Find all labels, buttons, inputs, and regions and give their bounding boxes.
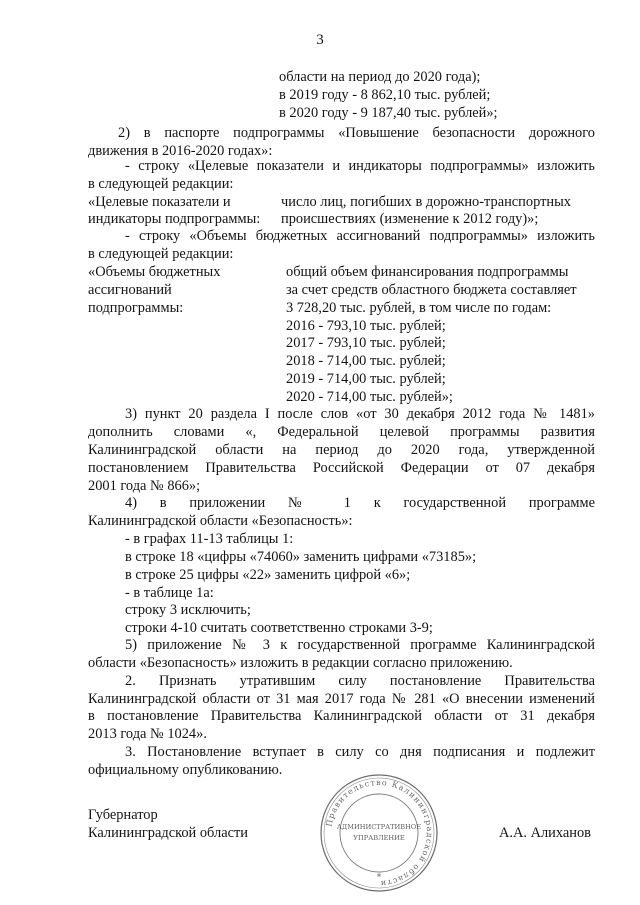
item-4-line: в строке 25 цифры «22» заменить цифрой «6»; bbox=[125, 567, 411, 583]
targets-label: индикаторы подпрограммы: bbox=[88, 211, 261, 227]
targets-label: «Целевые показатели и bbox=[88, 194, 231, 210]
paragraph-3-line: 3. Постановление вступает в силу со дня подписания и подлежит bbox=[125, 744, 595, 760]
targets-value: число лиц, погибших в дорожно-транспортных bbox=[281, 194, 571, 210]
item-3-line: дополнить словами «, Федеральной целевой программы развития bbox=[88, 424, 595, 440]
volume-value: 2016 - 793,10 тыс. рублей; bbox=[286, 318, 446, 334]
item-4-line: строку 3 исключить; bbox=[125, 602, 251, 618]
volume-value: 2018 - 714,00 тыс. рублей; bbox=[286, 353, 446, 369]
item-2-sub-line: в следующей редакции: bbox=[88, 176, 234, 192]
volume-label: ассигнований bbox=[88, 282, 172, 298]
signatory-name: А.А. Алиханов bbox=[499, 825, 591, 841]
item-3-line: 3) пункт 20 раздела I после слов «от 30 декабря 2012 года № 1481» bbox=[125, 406, 595, 422]
item-2-line: 2) в паспорте подпрограммы «Повышение безопасности дорожного bbox=[118, 125, 595, 141]
item-2-sub-line: - строку «Целевые показатели и индикаторы подпрограммы» изложить bbox=[125, 158, 595, 174]
text-line: в 2019 году - 8 862,10 тыс. рублей; bbox=[279, 87, 491, 103]
volume-value: 2017 - 793,10 тыс. рублей; bbox=[286, 335, 446, 351]
item-3-line: 2001 года № 866»; bbox=[88, 478, 201, 494]
item-2-sub-line: - строку «Объемы бюджетных ассигнований подпрограммы» изложить bbox=[125, 228, 595, 244]
signatory-title: Губернатор bbox=[88, 807, 158, 823]
item-4-line: строки 4-10 считать соответственно строками 3-9; bbox=[125, 620, 433, 636]
paragraph-2-line: 2. Признать утратившим силу постановление Правительства bbox=[125, 673, 595, 689]
item-4-line: - в таблице 1а: bbox=[125, 585, 214, 601]
page-number: 3 bbox=[316, 32, 324, 48]
item-4-line: 4) в приложении № 1 к государственной программе bbox=[125, 495, 595, 511]
paragraph-3-line: официальному опубликованию. bbox=[88, 762, 283, 778]
targets-value: происшествиях (изменение к 2012 году)»; bbox=[281, 211, 539, 227]
paragraph-2-line: в постановление Правительства Калининградской области от 31 декабря bbox=[88, 708, 595, 724]
item-3-line: постановлением Правительства Российской Федерации от 07 декабря bbox=[88, 460, 595, 476]
item-4-line: в строке 18 «цифры «74060» заменить цифрами «73185»; bbox=[125, 549, 477, 565]
stamp-star: * bbox=[376, 873, 382, 883]
volume-value: общий объем финансирования подпрограммы bbox=[286, 264, 569, 280]
item-5-line: 5) приложение № 3 к государственной программе Калининградской bbox=[125, 637, 595, 653]
item-5-line: области «Безопасность» изложить в редакции согласно приложению. bbox=[88, 655, 513, 671]
volume-value: 3 728,20 тыс. рублей, в том числе по годам: bbox=[286, 300, 552, 316]
item-4-line: Калининградской области «Безопасность»: bbox=[88, 513, 353, 529]
stamp-inner-text: АДМИНИСТРАТИВНОЕ bbox=[336, 823, 422, 831]
item-3-line: Калининградской области на период до 2020 года, утвержденной bbox=[88, 442, 595, 458]
paragraph-2-line: 2013 года № 1024». bbox=[88, 726, 207, 742]
stamp-graphic bbox=[318, 772, 440, 894]
volume-label: подпрограммы: bbox=[88, 300, 184, 316]
volume-value: за счет средств областного бюджета составляет bbox=[286, 282, 577, 298]
volume-label: «Объемы бюджетных bbox=[88, 264, 221, 280]
stamp-inner-text: УПРАВЛЕНИЕ bbox=[353, 834, 405, 842]
text-line: области на период до 2020 года); bbox=[279, 69, 481, 85]
item-4-line: - в графах 11-13 таблицы 1: bbox=[125, 531, 294, 547]
paragraph-2-line: Калининградской области от 31 мая 2017 года № 281 «О внесении изменений bbox=[88, 691, 595, 707]
item-2-line: движения в 2016-2020 годах»: bbox=[88, 143, 273, 159]
volume-value: 2020 - 714,00 тыс. рублей»; bbox=[286, 389, 453, 405]
text-line: в 2020 году - 9 187,40 тыс. рублей»; bbox=[279, 105, 498, 121]
item-2-sub-line: в следующей редакции: bbox=[88, 246, 234, 262]
stamp-ring-text: Правительство Калининградской области bbox=[324, 777, 435, 889]
official-stamp bbox=[318, 772, 440, 894]
volume-value: 2019 - 714,00 тыс. рублей; bbox=[286, 371, 446, 387]
signatory-title: Калининградской области bbox=[88, 825, 248, 841]
